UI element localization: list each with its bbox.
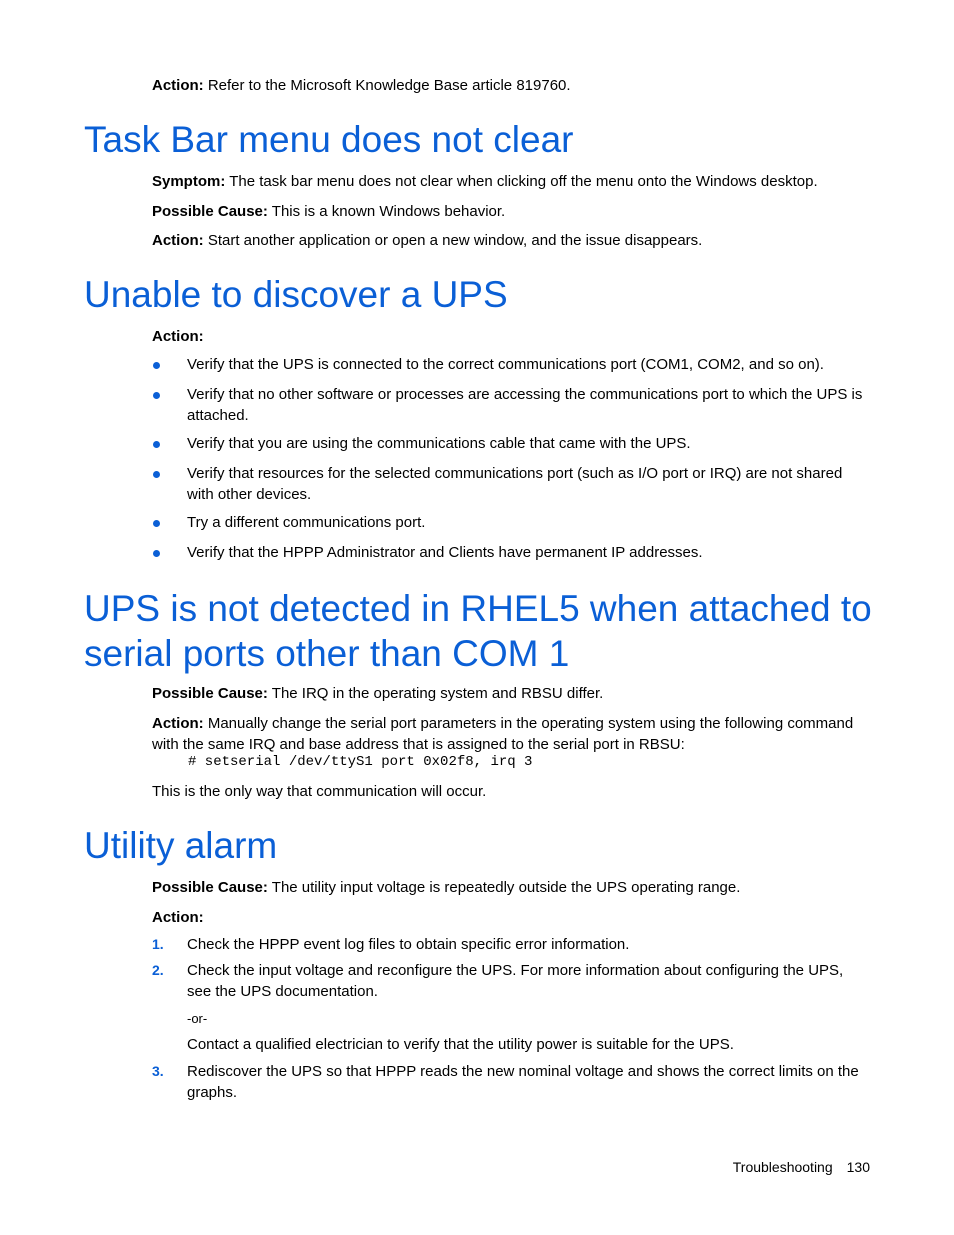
heading-task-bar-menu: Task Bar menu does not clear bbox=[84, 119, 574, 160]
step-text: Check the input voltage and reconfigure the UPS. For more information about configuring the UPS, see the UPS documentation. bbox=[187, 962, 844, 1000]
action-text: Refer to the Microsoft Knowledge Base article 819760. bbox=[203, 77, 571, 94]
action-label: Action: bbox=[152, 232, 204, 249]
list-item-text: Verify that the HPPP Administrator and Clients have permanent IP addresses. bbox=[187, 544, 703, 561]
step-text: Rediscover the UPS so that HPPP reads the new nominal voltage and shows the correct limits on the graphs. bbox=[187, 1063, 859, 1101]
action-paragraph bbox=[152, 326, 870, 347]
action-label: Action: bbox=[152, 909, 204, 926]
code-command: # setserial /dev/ttyS1 port 0x02f8, irq 3 bbox=[188, 754, 533, 770]
action-paragraph bbox=[152, 230, 870, 251]
cause-text: This is a known Windows behavior. bbox=[267, 203, 506, 220]
action-paragraph bbox=[152, 907, 870, 928]
step-text: Check the HPPP event log files to obtain specific error information. bbox=[187, 936, 630, 953]
action-paragraph bbox=[152, 713, 870, 755]
cause-label: Possible Cause: bbox=[152, 685, 268, 702]
footer-section: Troubleshooting bbox=[732, 1159, 833, 1175]
cause-paragraph bbox=[152, 683, 870, 704]
cause-label: Possible Cause: bbox=[152, 203, 268, 220]
heading-unable-to-discover-ups: Unable to discover a UPS bbox=[84, 274, 508, 315]
heading-ups-not-detected-rhel5: UPS is not detected in RHEL5 when attached to serial ports other than COM 1 bbox=[84, 588, 872, 674]
action-text: Manually change the serial port parameters in the operating system using the following command with the same IRQ and base address that is assigned to the serial port in RBSU: bbox=[152, 715, 854, 753]
bullet-icon bbox=[153, 362, 160, 369]
action-label: Action: bbox=[152, 715, 204, 732]
step-number: 3. bbox=[152, 1063, 164, 1079]
bullet-icon bbox=[153, 441, 160, 448]
action-label: Action: bbox=[152, 328, 204, 345]
step-number: 1. bbox=[152, 936, 164, 952]
list-item-text: Verify that the UPS is connected to the correct communications port (COM1, COM2, and so on). bbox=[187, 356, 824, 373]
cause-paragraph bbox=[152, 877, 870, 898]
symptom-text: The task bar menu does not clear when clicking off the menu onto the Windows desktop. bbox=[225, 173, 818, 190]
note-paragraph: This is the only way that communication will occur. bbox=[152, 783, 487, 800]
cause-paragraph bbox=[152, 201, 870, 222]
alt-step-text: Contact a qualified electrician to verify that the utility power is suitable for the UPS. bbox=[187, 1036, 734, 1053]
list-item-text: Verify that no other software or processes are accessing the communications port to which the UPS is attached. bbox=[187, 386, 863, 424]
or-text: -or- bbox=[187, 1011, 208, 1026]
step-number: 2. bbox=[152, 962, 164, 978]
bullet-icon bbox=[153, 550, 160, 557]
heading-utility-alarm: Utility alarm bbox=[84, 825, 278, 866]
bullet-icon bbox=[153, 520, 160, 527]
cause-label: Possible Cause: bbox=[152, 879, 268, 896]
top-action-paragraph bbox=[152, 75, 870, 96]
list-item-text: Try a different communications port. bbox=[187, 514, 426, 531]
action-text: Start another application or open a new window, and the issue disappears. bbox=[203, 232, 703, 249]
page-footer bbox=[733, 1157, 870, 1177]
page-number: 130 bbox=[846, 1159, 870, 1175]
bullet-icon bbox=[153, 392, 160, 399]
list-item-text: Verify that you are using the communications cable that came with the UPS. bbox=[187, 435, 691, 452]
action-label: Action: bbox=[152, 77, 204, 94]
symptom-label: Symptom: bbox=[152, 173, 226, 190]
cause-text: The utility input voltage is repeatedly outside the UPS operating range. bbox=[267, 879, 741, 896]
cause-text: The IRQ in the operating system and RBSU differ. bbox=[267, 685, 604, 702]
bullet-icon bbox=[153, 471, 160, 478]
list-item-text: Verify that resources for the selected communications port (such as I/O port or IRQ) are not shared with other devices. bbox=[187, 465, 843, 503]
symptom-paragraph bbox=[152, 171, 870, 192]
